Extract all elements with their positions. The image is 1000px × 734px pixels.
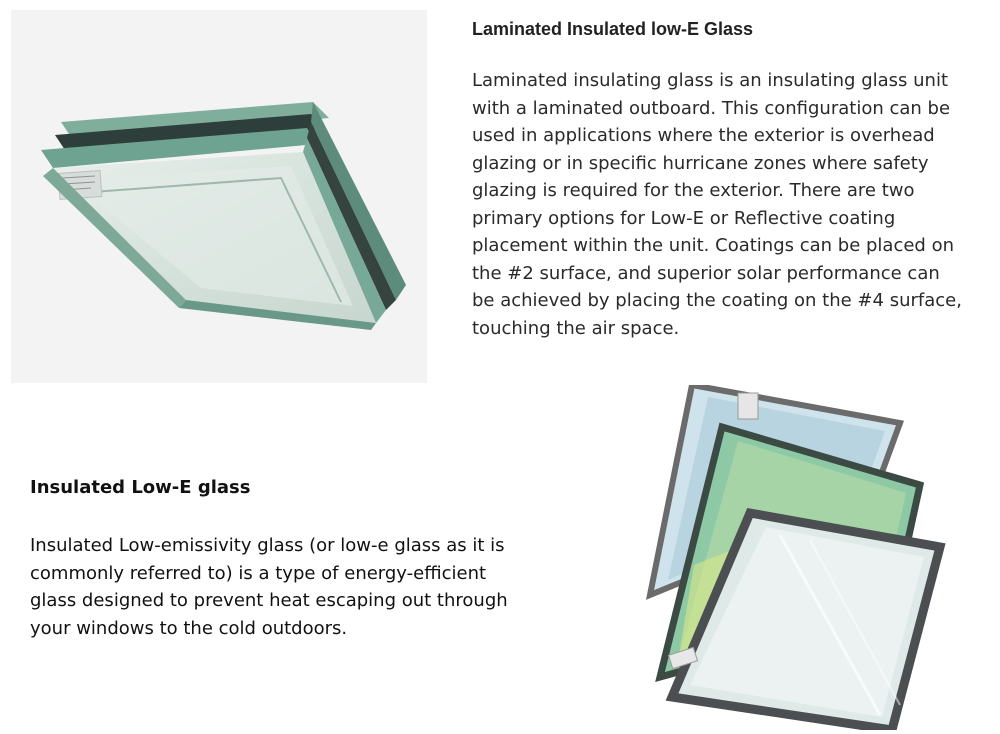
- paragraph-line: used in applications where the exterior is overhead: [472, 125, 935, 146]
- paragraph-line: the #2 surface, and superior solar performance can: [472, 262, 940, 284]
- paragraph-line: with a laminated outboard. This configuration can be: [472, 97, 951, 119]
- paragraph-line: Laminated insulating glass is an insulating glass unit: [472, 70, 948, 91]
- paragraph-line: placement within the unit. Coatings can be placed on: [472, 235, 955, 256]
- paragraph-line: Insulated Low-emissivity glass (or low-e glass as it is: [30, 535, 505, 556]
- paragraph-line: glass designed to prevent heat escaping out through: [30, 590, 508, 611]
- paragraph-line: glazing is required for the exterior. There are two: [472, 180, 915, 201]
- paragraph-line: your windows to the cold outdoors.: [30, 617, 348, 639]
- paragraph-line: touching the air space.: [472, 317, 680, 339]
- section-title-insulated: Insulated Low-E glass: [30, 477, 251, 498]
- section-body-laminated: [472, 67, 992, 342]
- paragraph-line: glazing or in specific hurricane zones where safety: [472, 152, 929, 174]
- section-body-insulated: [30, 532, 550, 642]
- paragraph-line: commonly referred to) is a type of energy-efficient: [30, 562, 487, 584]
- laminated-glass-image: [11, 10, 427, 383]
- laminated-glass-photo: [11, 10, 427, 383]
- stacked-glass-panes-photo: [630, 385, 950, 730]
- section-title-laminated: Laminated Insulated low-E Glass: [472, 19, 754, 39]
- insulated-glass-image: [630, 385, 950, 730]
- paragraph-line: primary options for Low-E or Reflective coating: [472, 207, 896, 229]
- paragraph-line: be achieved by placing the coating on the #4 surface,: [472, 290, 962, 311]
